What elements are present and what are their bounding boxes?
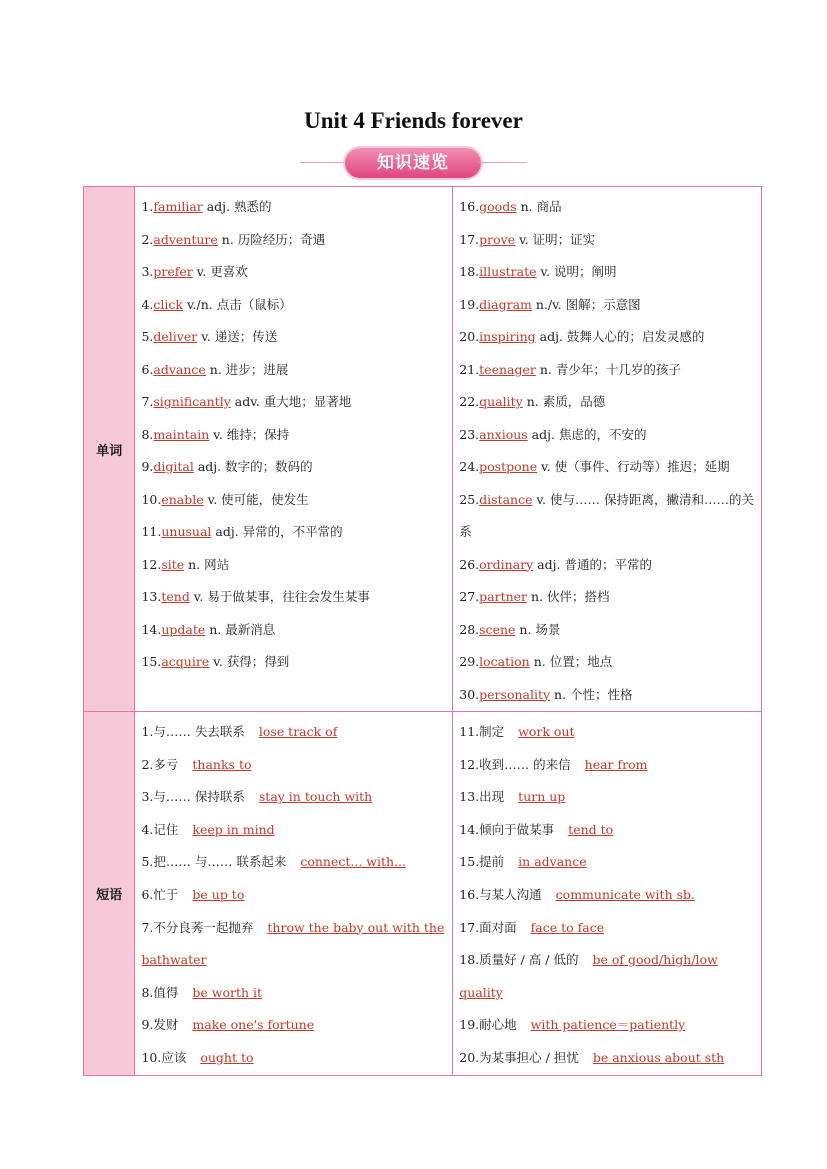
word-item [459,321,761,354]
phrase-meaning: 质量好 / 高 / 低的 [479,952,579,968]
item-number: 13. [459,789,480,805]
word-item [459,549,761,582]
word-item [141,321,452,354]
vocab-table [83,186,762,1076]
word-item [141,646,452,679]
item-number: 25. [459,491,480,507]
phrase-item [141,749,452,782]
phrase-item [459,1042,761,1075]
word-item [459,679,761,712]
item-number: 18. [459,952,480,968]
word-definition: adj. 焦虑的，不安的 [527,426,647,442]
phrase-item [141,814,452,847]
phrases-row [84,712,762,1076]
word-item [141,224,452,257]
banner-left-line [300,162,348,163]
item-number: 20. [459,1049,480,1065]
phrase-item [459,1009,761,1042]
phrase-meaning: 耐心地 [479,1017,517,1033]
item-number: 30. [459,686,480,702]
words-left-column [135,187,453,712]
answer-phrase: be anxious about sth [592,1049,725,1065]
answer-word: tend [161,589,190,604]
phrase-item [141,1009,452,1042]
phrase-meaning: 记住 [153,821,179,837]
phrases-left-column [135,712,453,1076]
words-right-column [453,187,762,712]
phrases-right-column [453,712,762,1076]
phrase-item [141,846,452,879]
word-item [459,484,761,549]
item-number: 16. [459,199,480,214]
item-number: 15. [459,854,480,870]
word-item [141,386,452,419]
word-definition: adv. 重大地；显著地 [230,394,352,409]
word-item [141,191,452,224]
item-number: 5. [141,854,154,870]
word-item [459,224,761,257]
word-definition: n. 青少年；十几岁的孩子 [535,361,681,377]
word-item [459,451,761,484]
answer-phrase: keep in mind [192,821,275,837]
word-item [459,581,761,614]
item-number: 27. [459,589,480,604]
section-banner [300,147,527,179]
answer-phrase: hear from [584,756,648,772]
banner-label: 知识速览 [345,148,481,178]
phrase-item [459,944,761,1009]
item-number: 14. [141,621,162,637]
item-number: 3. [141,789,154,805]
item-number: 12. [459,756,480,772]
word-definition: v. 说明；阐明 [536,264,617,279]
answer-phrase: with patience＝patiently [530,1017,686,1033]
word-definition: v. 递送；传送 [197,329,278,344]
word-definition: adj. 普通的；平常的 [533,556,652,572]
item-number: 29. [459,654,480,669]
answer-word: click [153,296,183,312]
word-item [141,289,452,322]
phrase-meaning: 值得 [153,984,179,1000]
answer-word: update [161,621,206,637]
answer-word: enable [161,491,204,507]
item-number: 11. [459,724,480,739]
item-number: 8. [141,426,154,442]
answer-word: location [479,654,530,669]
answer-word: ordinary [479,556,534,572]
phrase-meaning: 发财 [153,1017,179,1033]
word-definition: n. 最新消息 [205,621,276,637]
answer-phrase: be of good/high/low quality [459,952,718,1000]
answer-phrase: ought to [200,1049,254,1065]
phrase-meaning: 为某事担心 / 担忧 [479,1049,579,1065]
phrase-meaning: 与…… 失去联系 [153,724,245,739]
answer-word: familiar [153,199,203,214]
item-number: 28. [459,621,480,637]
word-definition: adj. 数字的；数码的 [193,459,313,474]
phrase-item [141,1042,452,1075]
word-definition: n. 网站 [184,556,230,572]
item-number: 23. [459,426,480,442]
word-item [141,256,452,289]
word-item [141,549,452,582]
word-item [459,646,761,679]
answer-word: personality [479,686,551,702]
phrase-item [141,977,452,1010]
phrase-meaning: 应该 [161,1049,187,1065]
item-number: 14. [459,821,480,837]
answer-phrase: turn up [518,789,566,805]
word-item [459,191,761,224]
item-number: 18. [459,264,480,279]
answer-phrase: be up to [192,886,245,902]
answer-phrase: work out [518,724,575,739]
item-number: 9. [141,459,154,474]
answer-word: partner [479,589,528,604]
phrase-item [459,749,761,782]
item-number: 10. [141,1049,162,1065]
word-definition: adj. 熟悉的 [202,199,272,214]
item-number: 15. [141,654,162,669]
item-number: 6. [141,361,154,377]
answer-word: advance [153,361,206,377]
category-cell-phrases: 短语 [84,712,135,1076]
word-definition: n./v. 图解；示意图 [531,296,641,312]
item-number: 2. [141,231,154,247]
phrase-meaning: 把…… 与…… 联系起来 [153,854,287,870]
phrase-item [459,879,761,912]
item-number: 19. [459,296,480,312]
phrase-item [459,814,761,847]
phrase-item [459,846,761,879]
item-number: 5. [141,329,154,344]
item-number: 2. [141,756,154,772]
phrase-meaning: 出现 [479,789,505,805]
item-number: 7. [141,919,154,935]
answer-phrase: connect... with... [300,854,406,870]
item-number: 22. [459,394,480,409]
answer-phrase: thanks to [192,756,252,772]
answer-phrase: communicate with sb. [555,886,695,902]
item-number: 24. [459,459,480,474]
word-definition: adj. 异常的，不平常的 [211,524,343,539]
word-definition: v. 使与…… 保持距离，撇清和……的关系 [459,491,754,539]
item-number: 3. [141,264,154,279]
word-definition: n. 位置；地点 [529,654,613,669]
phrase-item [141,879,452,912]
item-number: 6. [141,886,154,902]
word-item [141,354,452,387]
word-item [141,581,452,614]
phrase-item [459,781,761,814]
phrase-item [459,716,761,749]
item-number: 10. [141,491,162,507]
phrase-meaning: 面对面 [479,919,517,935]
word-definition: v. 更喜欢 [192,264,248,279]
answer-word: maintain [153,426,210,442]
word-item [459,289,761,322]
word-definition: n. 素质，品德 [522,394,606,409]
answer-phrase: in advance [518,854,587,870]
answer-word: adventure [153,231,218,247]
phrase-meaning: 提前 [479,854,505,870]
phrase-item [459,912,761,945]
category-cell-words: 单词 [84,187,135,712]
answer-word: prefer [153,264,193,279]
phrase-item [141,716,452,749]
phrase-meaning: 与…… 保持联系 [153,789,245,805]
word-definition: v. 使可能，使发生 [203,491,309,507]
item-number: 7. [141,394,154,409]
answer-word: anxious [479,426,528,442]
answer-word: deliver [153,329,198,344]
item-number: 4. [141,821,154,837]
word-item [141,419,452,452]
answer-word: unusual [161,524,212,539]
answer-word: illustrate [479,264,537,279]
item-number: 26. [459,556,480,572]
phrase-meaning: 多亏 [153,756,179,772]
word-item [459,419,761,452]
answer-word: prove [479,231,516,247]
words-row [84,187,762,712]
answer-word: goods [479,199,517,214]
answer-phrase: tend to [568,821,614,837]
item-number: 21. [459,361,480,377]
word-definition: n. 场景 [515,621,561,637]
word-definition: v. 易于做某事，往往会发生某事 [189,589,370,604]
item-number: 19. [459,1017,480,1033]
word-item [459,354,761,387]
item-number: 20. [459,329,480,344]
answer-word: teenager [479,361,536,377]
phrase-meaning: 忙于 [153,886,179,902]
word-item [141,484,452,517]
word-item [141,451,452,484]
item-number: 1. [141,199,154,214]
answer-word: inspiring [479,329,536,344]
answer-word: digital [153,459,194,474]
answer-phrase: be worth it [192,984,263,1000]
item-number: 12. [141,556,162,572]
item-number: 9. [141,1017,154,1033]
word-definition: adj. 鼓舞人心的；启发灵感的 [535,329,705,344]
word-definition: v. 使（事件、行动等）推迟；延期 [537,459,730,474]
item-number: 8. [141,984,154,1000]
word-definition: v. 获得；得到 [209,654,290,669]
word-definition: v./n. 点击（鼠标） [182,296,292,312]
answer-phrase: stay in touch with [258,789,373,805]
answer-word: scene [479,621,516,637]
item-number: 16. [459,886,480,902]
phrase-meaning: 与某人沟通 [479,886,542,902]
answer-phrase: face to face [530,919,605,935]
answer-word: postpone [479,459,538,474]
answer-word: significantly [153,394,231,409]
answer-word: distance [479,491,533,507]
answer-word: diagram [479,296,532,312]
word-definition: n. 个性；性格 [550,686,633,702]
item-number: 17. [459,919,480,935]
answer-phrase: throw the baby out with the bathwater [141,919,445,968]
word-item [459,614,761,647]
item-number: 1. [141,724,154,739]
item-number: 4. [141,296,154,312]
answer-phrase: make one's fortune [192,1017,315,1033]
word-item [141,516,452,549]
phrase-item [141,781,452,814]
word-definition: n. 进步；进展 [205,361,289,377]
word-definition: n. 商品 [516,199,562,214]
answer-word: quality [479,394,523,409]
item-number: 11. [141,524,162,539]
word-definition: v. 证明；证实 [515,231,596,247]
word-definition: v. 维持；保持 [209,426,290,442]
word-definition: n. 历险经历；奇遇 [217,231,326,247]
banner-right-line [479,162,527,163]
word-item [141,614,452,647]
phrase-meaning: 倾向于做某事 [479,821,555,837]
answer-phrase: lose track of [258,724,338,739]
word-item [459,256,761,289]
phrase-meaning: 收到…… 的来信 [479,756,571,772]
phrase-item [141,912,452,977]
answer-word: acquire [161,654,210,669]
phrase-meaning: 不分良莠一起抛弃 [153,919,254,935]
page-title: Unit 4 Friends forever [304,108,523,133]
answer-word: site [161,556,185,572]
word-item [459,386,761,419]
item-number: 17. [459,231,480,247]
item-number: 13. [141,589,162,604]
phrase-meaning: 制定 [479,724,505,739]
word-definition: n. 伙伴；搭档 [527,589,610,604]
